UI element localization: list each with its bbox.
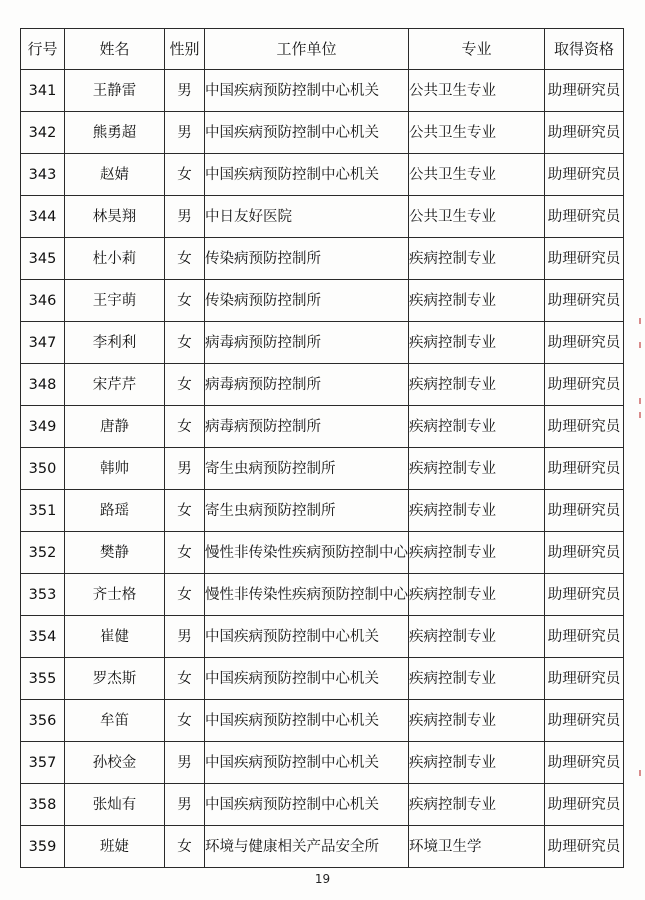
cell-number: 348 (21, 364, 65, 406)
cell-gender: 女 (165, 574, 205, 616)
cell-name: 孙校金 (65, 742, 165, 784)
cell-unit (205, 532, 409, 574)
cell-name: 韩帅 (65, 448, 165, 490)
cell-major: 疾病控制专业 (409, 322, 545, 364)
cell-name: 崔健 (65, 616, 165, 658)
cell-major: 公共卫生专业 (409, 112, 545, 154)
cell-unit-text: 环境与健康相关产品安全所 (205, 838, 379, 855)
cell-name: 宋芹芹 (65, 364, 165, 406)
table-row (21, 700, 624, 742)
table-row (21, 196, 624, 238)
cell-unit (205, 154, 409, 196)
cell-gender: 女 (165, 700, 205, 742)
cell-unit-text: 中国疾病预防控制中心机关 (205, 754, 379, 771)
cell-qualification: 助理研究员 (545, 322, 624, 364)
cell-name: 赵婧 (65, 154, 165, 196)
cell-number: 354 (21, 616, 65, 658)
cell-gender: 女 (165, 322, 205, 364)
cell-gender: 男 (165, 616, 205, 658)
cell-number: 355 (21, 658, 65, 700)
cell-gender: 女 (165, 490, 205, 532)
cell-unit (205, 238, 409, 280)
cell-unit-text: 传染病预防控制所 (205, 250, 321, 267)
cell-unit (205, 406, 409, 448)
cell-qualification: 助理研究员 (545, 490, 624, 532)
cell-unit-text: 病毒病预防控制所 (205, 376, 321, 393)
cell-major: 疾病控制专业 (409, 658, 545, 700)
cell-major: 疾病控制专业 (409, 574, 545, 616)
cell-qualification: 助理研究员 (545, 364, 624, 406)
cell-name: 牟笛 (65, 700, 165, 742)
table-row (21, 490, 624, 532)
cell-unit-text: 中国疾病预防控制中心机关 (205, 712, 379, 729)
table-row (21, 322, 624, 364)
cell-unit (205, 70, 409, 112)
cell-qualification: 助理研究员 (545, 658, 624, 700)
cell-unit (205, 196, 409, 238)
cell-number: 359 (21, 826, 65, 868)
cell-major: 公共卫生专业 (409, 154, 545, 196)
cell-unit-text: 病毒病预防控制所 (205, 334, 321, 351)
cell-name: 唐静 (65, 406, 165, 448)
cell-major: 疾病控制专业 (409, 742, 545, 784)
personnel-table (20, 28, 624, 868)
cell-unit-text: 中国疾病预防控制中心机关 (205, 124, 379, 141)
cell-name: 罗杰斯 (65, 658, 165, 700)
cell-qualification: 助理研究员 (545, 616, 624, 658)
cell-unit (205, 112, 409, 154)
table-body (21, 70, 624, 868)
cell-number: 342 (21, 112, 65, 154)
cell-name: 王宇萌 (65, 280, 165, 322)
cell-gender: 女 (165, 364, 205, 406)
cell-number: 345 (21, 238, 65, 280)
cell-number: 347 (21, 322, 65, 364)
cell-name: 齐士格 (65, 574, 165, 616)
cell-qualification: 助理研究员 (545, 826, 624, 868)
cell-gender: 女 (165, 658, 205, 700)
cell-gender: 女 (165, 406, 205, 448)
cell-gender: 男 (165, 112, 205, 154)
table-row (21, 826, 624, 868)
cell-name: 班婕 (65, 826, 165, 868)
cell-major: 公共卫生专业 (409, 70, 545, 112)
cell-number: 352 (21, 532, 65, 574)
cell-major: 疾病控制专业 (409, 406, 545, 448)
cell-gender: 男 (165, 448, 205, 490)
cell-unit-text: 中日友好医院 (205, 208, 292, 225)
cell-unit-text: 慢性非传染性疾病预防控制中心 (205, 544, 408, 561)
cell-major: 公共卫生专业 (409, 196, 545, 238)
cell-qualification: 助理研究员 (545, 196, 624, 238)
table-row (21, 406, 624, 448)
cell-qualification: 助理研究员 (545, 112, 624, 154)
cell-qualification: 助理研究员 (545, 784, 624, 826)
cell-major: 疾病控制专业 (409, 364, 545, 406)
cell-name: 路瑶 (65, 490, 165, 532)
cell-unit-text: 中国疾病预防控制中心机关 (205, 670, 379, 687)
header-row (21, 29, 624, 70)
cell-qualification: 助理研究员 (545, 238, 624, 280)
cell-unit (205, 658, 409, 700)
table-row (21, 532, 624, 574)
cell-qualification: 助理研究员 (545, 574, 624, 616)
cell-name: 熊勇超 (65, 112, 165, 154)
cell-unit (205, 490, 409, 532)
cell-number: 358 (21, 784, 65, 826)
cell-unit (205, 448, 409, 490)
cell-number: 344 (21, 196, 65, 238)
table-row (21, 574, 624, 616)
header-major: 专业 (409, 29, 545, 70)
cell-qualification: 助理研究员 (545, 70, 624, 112)
cell-major: 疾病控制专业 (409, 784, 545, 826)
scan-mark (639, 342, 641, 348)
cell-gender: 女 (165, 238, 205, 280)
cell-unit-text: 中国疾病预防控制中心机关 (205, 82, 379, 99)
cell-qualification: 助理研究员 (545, 406, 624, 448)
cell-gender: 男 (165, 784, 205, 826)
cell-name: 王静雷 (65, 70, 165, 112)
cell-gender: 男 (165, 196, 205, 238)
scan-mark (639, 318, 641, 324)
cell-number: 356 (21, 700, 65, 742)
cell-name: 李利利 (65, 322, 165, 364)
cell-major: 疾病控制专业 (409, 616, 545, 658)
table-row (21, 112, 624, 154)
cell-name: 林昊翔 (65, 196, 165, 238)
cell-unit-text: 中国疾病预防控制中心机关 (205, 166, 379, 183)
cell-unit (205, 784, 409, 826)
scan-mark (639, 412, 641, 418)
cell-number: 353 (21, 574, 65, 616)
cell-unit (205, 280, 409, 322)
table-row (21, 616, 624, 658)
cell-unit (205, 364, 409, 406)
table-row (21, 154, 624, 196)
cell-unit-text: 寄生虫病预防控制所 (205, 502, 336, 519)
header-qualification: 取得资格 (545, 29, 624, 70)
header-unit: 工作单位 (205, 29, 409, 70)
table-row (21, 238, 624, 280)
cell-major: 疾病控制专业 (409, 490, 545, 532)
table-row (21, 784, 624, 826)
cell-gender: 男 (165, 70, 205, 112)
cell-gender: 女 (165, 154, 205, 196)
header-gender: 性别 (165, 29, 205, 70)
cell-major: 疾病控制专业 (409, 238, 545, 280)
cell-number: 349 (21, 406, 65, 448)
cell-gender: 男 (165, 742, 205, 784)
table-row (21, 658, 624, 700)
cell-unit (205, 700, 409, 742)
cell-qualification: 助理研究员 (545, 700, 624, 742)
cell-number: 351 (21, 490, 65, 532)
cell-gender: 女 (165, 532, 205, 574)
scan-mark (639, 770, 641, 776)
header-name: 姓名 (65, 29, 165, 70)
cell-unit-text: 慢性非传染性疾病预防控制中心 (205, 586, 408, 603)
header-number: 行号 (21, 29, 65, 70)
cell-number: 346 (21, 280, 65, 322)
scan-mark (639, 398, 641, 404)
cell-unit-text: 寄生虫病预防控制所 (205, 460, 336, 477)
cell-number: 357 (21, 742, 65, 784)
cell-unit-text: 病毒病预防控制所 (205, 418, 321, 435)
cell-major: 疾病控制专业 (409, 700, 545, 742)
cell-gender: 女 (165, 826, 205, 868)
table-row (21, 364, 624, 406)
cell-major: 疾病控制专业 (409, 280, 545, 322)
page-number: 19 (314, 872, 331, 886)
cell-major: 疾病控制专业 (409, 532, 545, 574)
cell-qualification: 助理研究员 (545, 532, 624, 574)
cell-name: 杜小莉 (65, 238, 165, 280)
cell-unit (205, 742, 409, 784)
cell-unit-text: 中国疾病预防控制中心机关 (205, 628, 379, 645)
cell-gender: 女 (165, 280, 205, 322)
cell-qualification: 助理研究员 (545, 280, 624, 322)
cell-number: 343 (21, 154, 65, 196)
cell-name: 张灿有 (65, 784, 165, 826)
cell-unit (205, 322, 409, 364)
table-header (21, 29, 624, 70)
cell-name: 樊静 (65, 532, 165, 574)
table-row (21, 70, 624, 112)
cell-qualification: 助理研究员 (545, 448, 624, 490)
cell-unit (205, 574, 409, 616)
cell-qualification: 助理研究员 (545, 742, 624, 784)
cell-unit-text: 中国疾病预防控制中心机关 (205, 796, 379, 813)
cell-number: 350 (21, 448, 65, 490)
table-row (21, 448, 624, 490)
cell-unit-text: 传染病预防控制所 (205, 292, 321, 309)
cell-number: 341 (21, 70, 65, 112)
table-row (21, 280, 624, 322)
cell-unit (205, 616, 409, 658)
cell-qualification: 助理研究员 (545, 154, 624, 196)
table-row (21, 742, 624, 784)
cell-unit (205, 826, 409, 868)
cell-major: 环境卫生学 (409, 826, 545, 868)
cell-major: 疾病控制专业 (409, 448, 545, 490)
